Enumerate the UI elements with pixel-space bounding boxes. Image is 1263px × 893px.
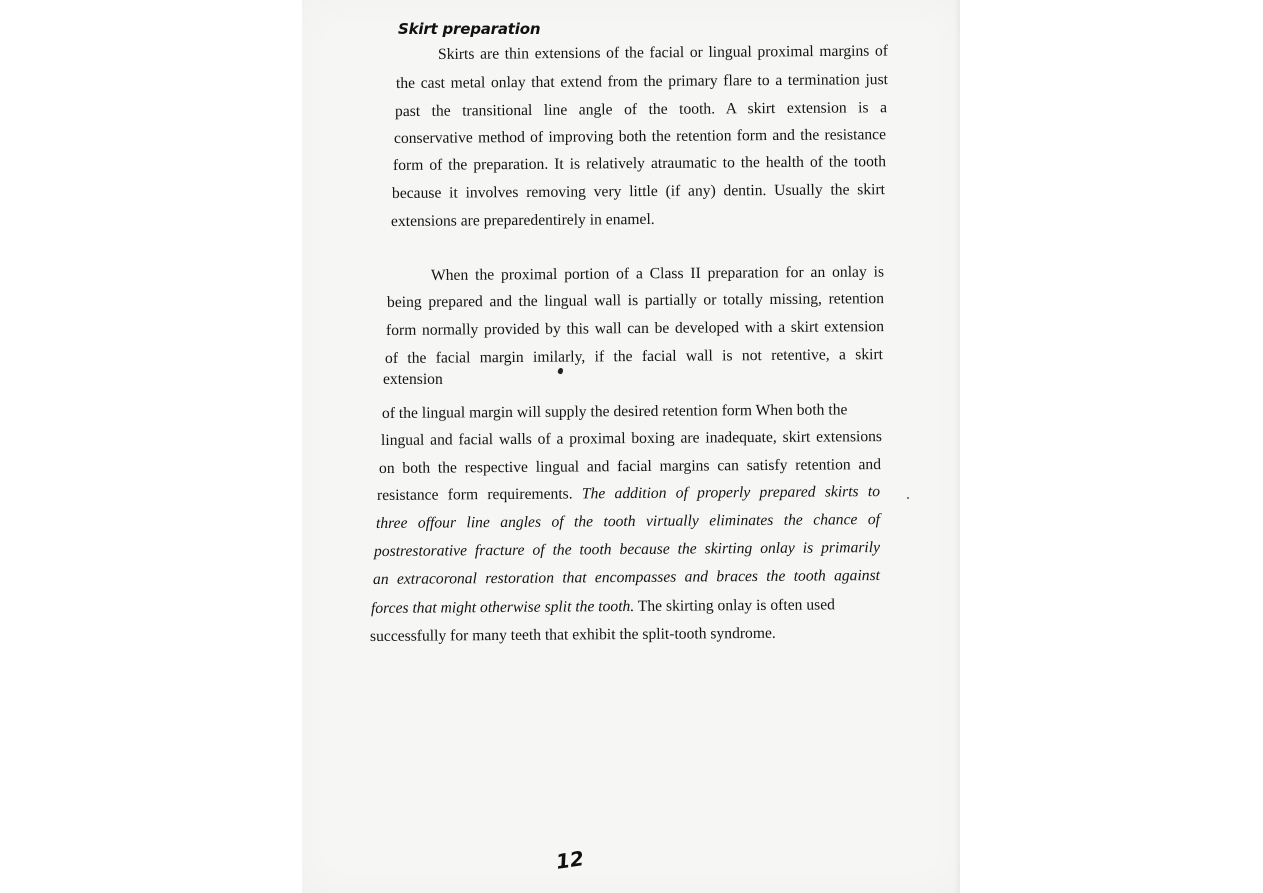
paragraph-3-line-8 <box>371 595 835 619</box>
paragraph-3-line-7: an extracoronal restoration that encompasses and braces the tooth against <box>372 567 881 588</box>
section-heading: Skirt preparation <box>398 20 541 38</box>
paragraph-3-line-6: postrestorative fracture of the tooth because the skirting onlay is primarily <box>373 539 881 560</box>
paragraph-1-line-3: past the transitional line angle of the tooth. A skirt extension is a <box>394 99 888 120</box>
ink-mark <box>557 367 564 374</box>
page-number: 12 <box>554 846 586 874</box>
paragraph-3-line-9: successfully for many teeth that exhibit the split-tooth syndrome. <box>369 624 776 645</box>
paragraph-3-line-8-italic: forces that might otherwise split the tooth. <box>370 597 635 617</box>
paragraph-3-line-3: on both the respective lingual and facial margins can satisfy retention and <box>378 456 882 477</box>
paragraph-2-line-4: of the facial margin imilarly, if the facial wall is not retentive, a skirt <box>384 346 884 367</box>
paragraph-3-line-5: three offour line angles of the tooth virtually eliminates the chance of <box>375 511 881 532</box>
paragraph-3-line-8-normal: The skirting onlay is often used <box>634 596 835 615</box>
scanned-page <box>302 0 960 893</box>
paragraph-3-line-4-normal: resistance form requirements. <box>376 485 582 504</box>
paragraph-2-line-1: When the proximal portion of a Class II preparation for an onlay is <box>430 263 885 284</box>
paragraph-2-line-3: form normally provided by this wall can be developed with a skirt extension <box>385 318 885 339</box>
paragraph-2-line-2: being prepared and the lingual wall is partially or totally missing, retention <box>386 290 885 311</box>
paragraph-3-line-2: lingual and facial walls of a proximal boxing are inadequate, skirt extensions <box>380 428 883 449</box>
paragraph-2-line-5: extension <box>383 371 443 388</box>
paragraph-3-line-4 <box>377 482 880 506</box>
paragraph-1-line-2: the cast metal onlay that extend from the primary flare to a termination just <box>395 71 889 92</box>
paragraph-3-line-1: of the lingual margin will supply the desired retention form When both the <box>381 401 848 422</box>
paragraph-1-line-4: conservative method of improving both the retention form and the resistance <box>393 126 887 147</box>
paragraph-1-line-1: Skirts are thin extensions of the facial or lingual proximal margins of <box>437 42 889 63</box>
paragraph-1-line-6: because it involves removing very little (if any) dentin. Usually the skirt <box>391 181 886 202</box>
paragraph-1-line-5: form of the preparation. It is relatively atraumatic to the health of the tooth <box>392 153 887 174</box>
paragraph-3-line-4-italic: The addition of properly prepared skirts to <box>581 483 881 503</box>
paragraph-1-line-7: extensions are preparedentirely in enamel. <box>390 210 655 230</box>
scan-speck <box>907 497 909 499</box>
